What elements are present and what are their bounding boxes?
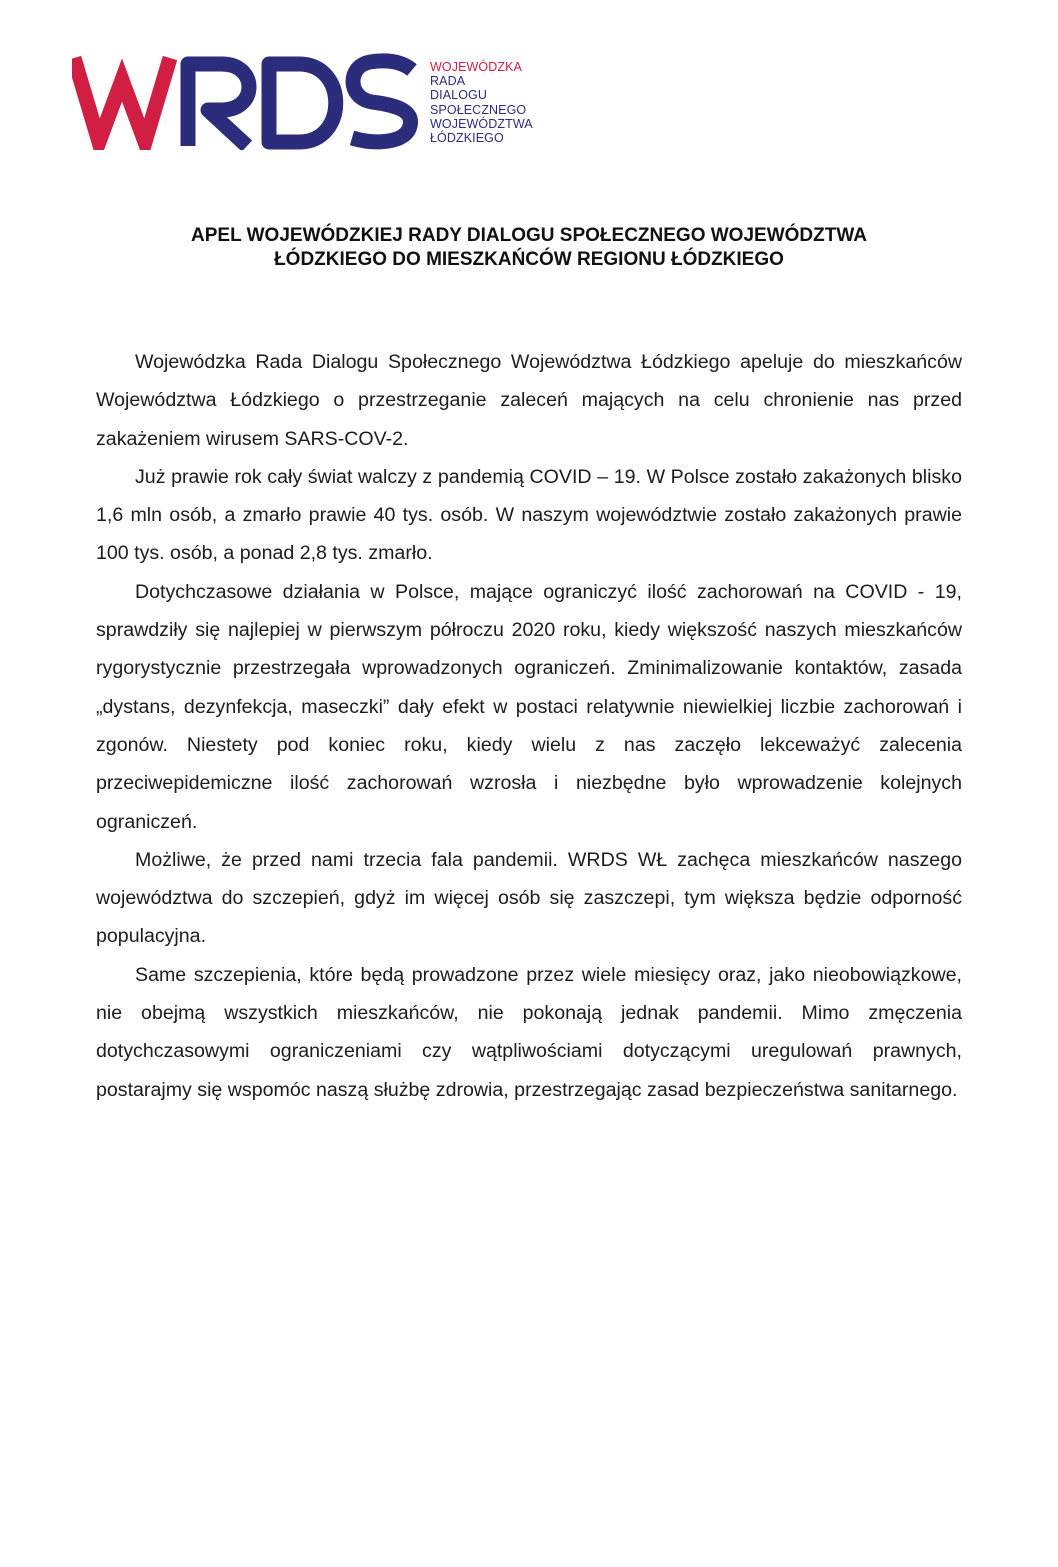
paragraph: Możliwe, że przed nami trzecia fala pandemii. WRDS WŁ zachęca mieszkańców naszego województwa do szczepień, gdyż im więcej osób się zaszczepi, tym większa będzie odporność populacyjna. [96, 848, 962, 948]
logo-line: WOJEWÓDZTWA [430, 116, 533, 131]
document-body [96, 343, 962, 1109]
paragraph: Dotychczasowe działania w Polsce, mające ograniczyć ilość zachorowań na COVID - 19, sprawdziły się najlepiej w pierwszym półroczu 2020 roku, kiedy większość naszych mieszkańców rygorystycznie przestrzegała wprowadzonych ograniczeń. Zminimalizowanie kontaktów, zasada „dystans, dezynfekcja, maseczki” dały efekt w postaci relatywnie niewielkiej liczbie zachorowań i zgonów. Niestety pod koniec roku, kiedy wielu z nas zaczęło lekceważyć zalecenia przeciwepidemiczne ilość zachorowań wzrosła i niezbędne było wprowadzenie kolejnych ograniczeń. [96, 580, 962, 833]
logo-line: RADA [430, 74, 466, 89]
logo-line: DIALOGU [430, 88, 487, 103]
paragraph: Już prawie rok cały świat walczy z pandemią COVID – 19. W Polsce zostało zakażonych blisko 1,6 mln osób, a zmarło prawie 40 tys. osób. W naszym województwie zostało zakażonych prawie 100 tys. osób, a ponad 2,8 tys. zmarło. [96, 465, 962, 565]
logo-line: SPOŁECZNEGO [430, 102, 527, 117]
logo-wordmark [430, 60, 533, 145]
wrds-logo-mark [72, 50, 422, 150]
title-line-2: ŁÓDZKIEGO DO MIESZKAŃCÓW REGIONU ŁÓDZKIEGO [274, 249, 784, 270]
paragraph: Same szczepienia, które będą prowadzone przez wiele miesięcy oraz, jako nieobowiązkowe, nie obejmą wszystkich mieszkańców, nie pokonają jednak pandemii. Mimo zmęczenia dotychczasowymi ograniczeniami czy wątpliwościami dotyczącymi uregulowań prawnych, postarajmy się wspomóc naszą służbę zdrowia, przestrzegając zasad bezpieczeństwa sanitarnego. [96, 963, 962, 1101]
title-line-1: APEL WOJEWÓDZKIEJ RADY DIALOGU SPOŁECZNEGO WOJEWÓDZTWA [191, 225, 867, 246]
logo-line: WOJEWÓDZKA [430, 60, 522, 74]
document-title [96, 224, 962, 272]
wrds-logo [72, 50, 552, 160]
logo-line: ŁÓDZKIEGO [430, 131, 504, 146]
paragraph: Wojewódzka Rada Dialogu Społecznego Województwa Łódzkiego apeluje do mieszkańców Województwa Łódzkiego o przestrzeganie zaleceń mających na celu chronienie nas przed zakażeniem wirusem SARS-COV-2. [96, 351, 962, 450]
